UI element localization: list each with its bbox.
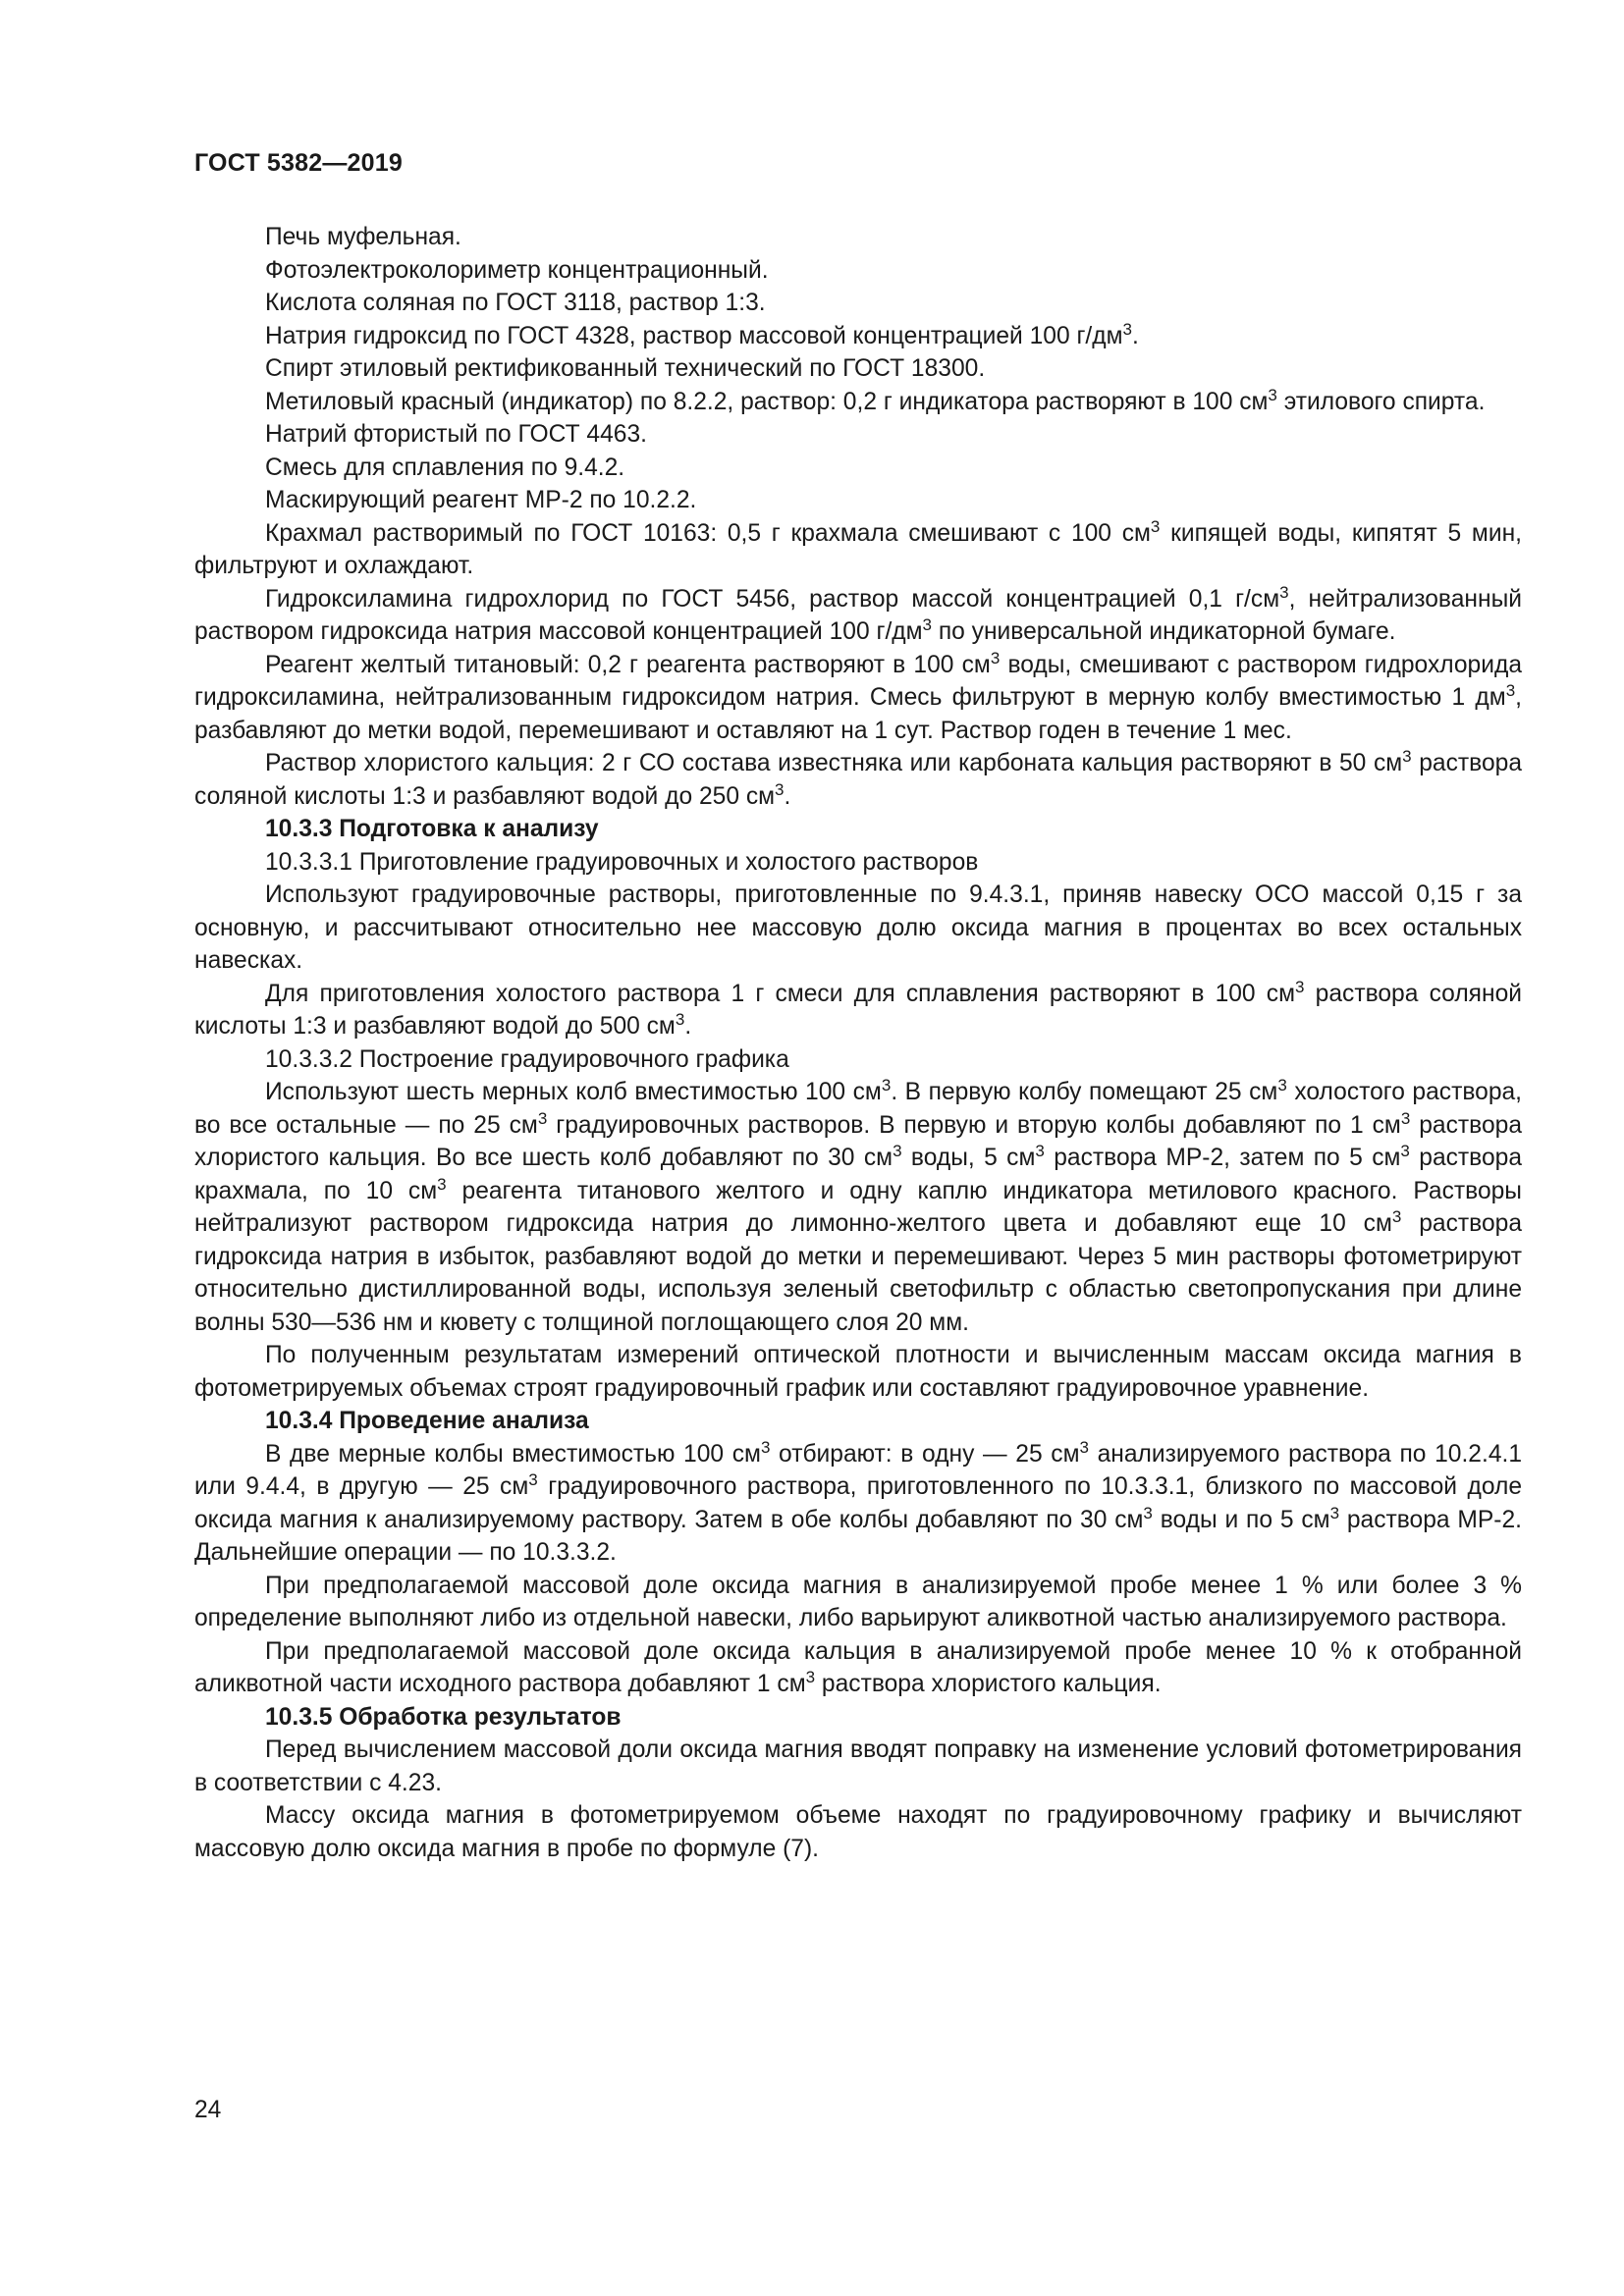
paragraph: В две мерные колбы вместимостью 100 $см^3$ отбирают: в одну — 25 $см^3$ анализируемого раствора по 10.2.4.1 или 9.4.4, в другую — 25 $см^3$ градуировочного раствора, приготовленного по 10.3.3.1, близкого по массовой доле оксида магния к анализируемому раствору. Затем в обе колбы добавляют по 30 $см^3$ воды и по 5 $см^3$ раствора МР-2. Дальнейшие операции — по 10.3.3.2. — [194, 1437, 1523, 1566]
paragraph: Перед вычислением массовой доли оксида магния вводят поправку на изменение условий фотометрирования в соответствии с 4.23. — [194, 1736, 1522, 1796]
paragraph: Используют шесть мерных колб вместимостью 100 $см^3$. В первую колбу помещают 25 $см^3$ холостого раствора, во все остальные — по 25 $см^3$ градуировочных растворов. В первую и вторую колбы добавляют по 1 $см^3$ раствора хлористого кальция. Во все шесть колб добавляют по 30 $см^3$ воды, 5 $см^3$ раствора МР-2, затем по 5 $см^3$ раствора крахмала, по 10 $см^3$ реагента титанового желтого и одну каплю индикатора метилового красного. Растворы нейтрализуют раствором гидроксида натрия до лимонно-желтого цвета и добавляют еще 10 $см^3$ раствора гидроксида натрия в избыток, разбавляют водой до метки и перемешивают. Через 5 мин растворы фотометрируют относительно дистиллированной воды, используя зеленый светофильтр с областью светопропускания при длине волны 530—536 нм и кювету с толщиной поглощающего слоя 20 мм. — [194, 1076, 1523, 1336]
document-header: ГОСТ 5382—2019 — [194, 149, 403, 177]
paragraph: Массу оксида магния в фотометрируемом объеме находят по градуировочному графику и вычисляют массовую долю оксида магния в пробе по формуле (7). — [194, 1802, 1522, 1862]
paragraph: При предполагаемой массовой доле оксида магния в анализируемой пробе менее 1 % или более 3 % определение выполняют либо из отдельной навески, либо варьируют аликвотной частью анализируемого раствора. — [194, 1572, 1522, 1631]
paragraph: 10.3.3.1 Приготовление градуировочных и холостого растворов — [265, 848, 979, 876]
paragraph: Спирт этиловый ректификованный технический по ГОСТ 18300. — [265, 355, 986, 382]
paragraph: Фотоэлектроколориметр концентрационный. — [265, 256, 769, 284]
paragraph: Реагент желтый титановый: 0,2 г реагента растворяют в 100 $см^3$ воды, смешивают с раствором гидрохлорида гидроксиламина, нейтрализованным гидроксидом натрия. Смесь фильтруют в мерную колбу вместимостью 1 $дм^3$, разбавляют до метки водой, перемешивают и оставляют на 1 сут. Раствор годен в течение 1 мес. — [194, 648, 1522, 744]
paragraph: Смесь для сплавления по 9.4.2. — [265, 454, 625, 481]
paragraph: Раствор хлористого кальция: 2 г СО состава известняка или карбоната кальция растворяют в 50 $см^3$ раствора соляной кислоты 1:3 и разбавляют водой до 250 $см^3$. — [194, 747, 1522, 810]
page-number: 24 — [194, 2097, 222, 2123]
paragraph: 10.3.3.2 Построение градуировочного графика — [265, 1045, 789, 1073]
paragraph: Печь муфельная. — [265, 224, 461, 250]
paragraph: Натрия гидроксид по ГОСТ 4328, раствор массовой концентрацией 100 $г/дм^3$. — [265, 319, 1139, 349]
paragraph: Натрий фтористый по ГОСТ 4463. — [265, 421, 647, 448]
section-heading: 10.3.4 Проведение анализа — [265, 1408, 589, 1434]
paragraph: Для приготовления холостого раствора 1 г смеси для сплавления растворяют в 100 $см^3$ раствора соляной кислоты 1:3 и разбавляют водой до 500 $см^3$. — [194, 977, 1522, 1040]
paragraph: Метиловый красный (индикатор) по 8.2.2, раствор: 0,2 г индикатора растворяют в 100 $см^3$ этилового спирта. — [265, 385, 1486, 415]
paragraph: Маскирующий реагент МР-2 по 10.2.2. — [265, 487, 697, 513]
document-body — [194, 221, 1522, 1865]
paragraph: По полученным результатам измерений оптической плотности и вычисленным массам оксида магния в фотометрируемых объемах строят градуировочный график или составляют градуировочное уравнение. — [194, 1342, 1522, 1402]
paragraph: Кислота соляная по ГОСТ 3118, раствор 1:3. — [265, 290, 766, 316]
paragraph: Используют градуировочные растворы, приготовленные по 9.4.3.1, приняв навеску ОСО массой 0,15 г за основную, и рассчитывают относительно нее массовую долю оксида магния в процентах во всех остальных навесках. — [194, 881, 1522, 974]
section-heading: 10.3.5 Обработка результатов — [265, 1703, 622, 1731]
paragraph: Крахмал растворимый по ГОСТ 10163: 0,5 г крахмала смешивают с 100 $см^3$ кипящей воды, кипятят 5 мин, фильтруют и охлаждают. — [194, 516, 1522, 579]
paragraph: Гидроксиламина гидрохлорид по ГОСТ 5456, раствор массой концентрацией 0,1 $г/см^3$, нейтрализованный раствором гидроксида натрия массовой концентрацией 100 $г/дм^3$ по универсальной индикаторной бумаге. — [194, 582, 1522, 645]
paragraph: При предполагаемой массовой доле оксида кальция в анализируемой пробе менее 10 % к отобранной аликвотной части исходного раствора добавляют 1 $см^3$ раствора хлористого кальция. — [194, 1637, 1522, 1697]
section-heading: 10.3.3 Подготовка к анализу — [265, 816, 599, 842]
